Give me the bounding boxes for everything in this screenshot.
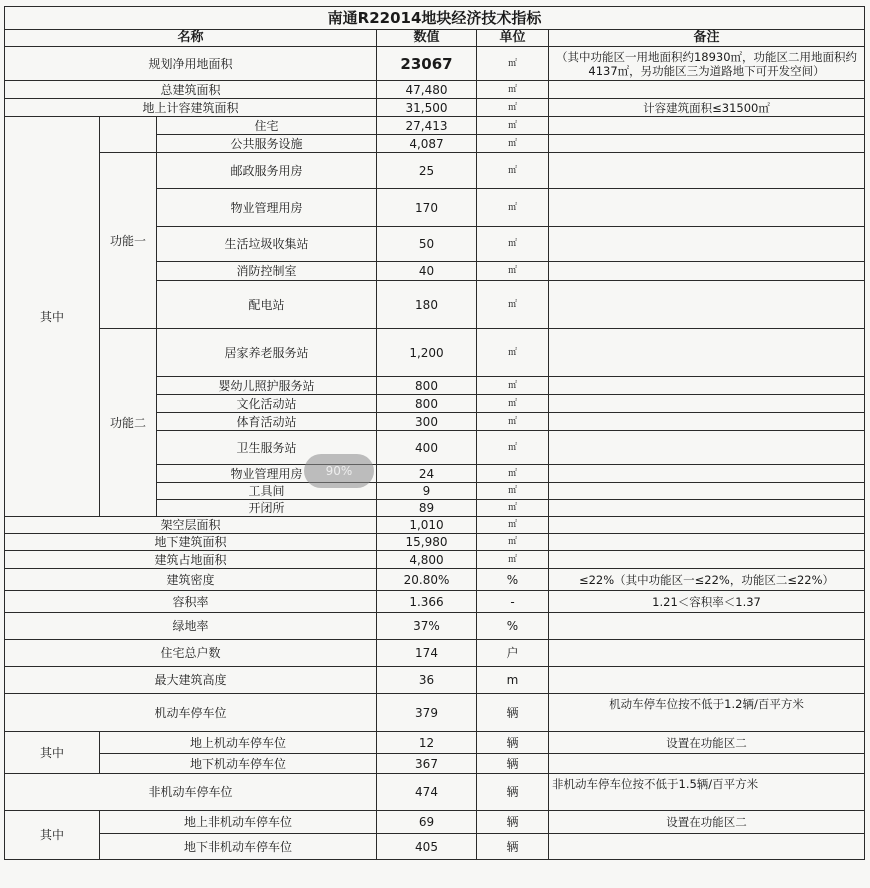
- row-note: [549, 483, 865, 500]
- row-name: 文化活动站: [157, 395, 377, 413]
- row-note: [549, 613, 865, 640]
- row-value: 1,200: [377, 329, 477, 377]
- row-note: [549, 754, 865, 774]
- row-value: 405: [377, 834, 477, 860]
- row-unit: 户: [477, 640, 549, 667]
- row-name: 消防控制室: [157, 262, 377, 281]
- row-unit: ㎡: [477, 377, 549, 395]
- row-name: 总建筑面积: [5, 81, 377, 99]
- row-note: [549, 329, 865, 377]
- row-name: 地上非机动车停车位: [100, 811, 377, 834]
- row-name: 居家养老服务站: [157, 329, 377, 377]
- row-note: [549, 153, 865, 189]
- row-unit: ㎡: [477, 47, 549, 81]
- group-label: 其中: [5, 811, 100, 860]
- row-value: 800: [377, 395, 477, 413]
- blank-cell: [100, 117, 157, 153]
- header-value: 数值: [377, 30, 477, 47]
- table-row: [5, 99, 865, 117]
- row-name: 建筑密度: [5, 569, 377, 591]
- row-note: [549, 534, 865, 551]
- row-note: ≤22%（其中功能区一≤22%，功能区二≤22%）: [549, 569, 865, 591]
- row-unit: m: [477, 667, 549, 694]
- row-note: [549, 395, 865, 413]
- row-unit: ㎡: [477, 500, 549, 517]
- row-note: [549, 117, 865, 135]
- row-value: 174: [377, 640, 477, 667]
- row-unit: 辆: [477, 774, 549, 811]
- row-unit: ㎡: [477, 534, 549, 551]
- row-unit: ㎡: [477, 413, 549, 431]
- row-note: 机动车停车位按不低于1.2辆/百平方米: [549, 694, 865, 732]
- row-value: 25: [377, 153, 477, 189]
- row-name: 容积率: [5, 591, 377, 613]
- row-value: 24: [377, 465, 477, 483]
- row-value: 23067: [377, 47, 477, 81]
- row-note: [549, 262, 865, 281]
- row-value: 37%: [377, 613, 477, 640]
- group-label: 其中: [5, 117, 100, 517]
- row-name: 绿地率: [5, 613, 377, 640]
- row-name: 住宅: [157, 117, 377, 135]
- row-note: （其中功能区一用地面积约18930㎡，功能区二用地面积约4137㎡，另功能区三为道路地下可开发空间）: [549, 47, 865, 81]
- row-note: [549, 640, 865, 667]
- row-name: 卫生服务站: [157, 431, 377, 465]
- row-name: 邮政服务用房: [157, 153, 377, 189]
- row-name: 最大建筑高度: [5, 667, 377, 694]
- row-note: [549, 834, 865, 860]
- row-name: 物业管理用房: [157, 465, 377, 483]
- header-row: [5, 30, 865, 47]
- row-note: [549, 227, 865, 262]
- table-row: [5, 329, 865, 377]
- row-unit: 辆: [477, 754, 549, 774]
- row-name: 住宅总户数: [5, 640, 377, 667]
- row-name: 机动车停车位: [5, 694, 377, 732]
- row-unit: ㎡: [477, 551, 549, 569]
- header-note: 备注: [549, 30, 865, 47]
- table-row: [5, 613, 865, 640]
- row-name: 地下机动车停车位: [100, 754, 377, 774]
- row-note: [549, 135, 865, 153]
- row-note: 非机动车停车位按不低于1.5辆/百平方米: [549, 774, 865, 811]
- row-unit: ㎡: [477, 483, 549, 500]
- header-name: 名称: [5, 30, 377, 47]
- row-value: 1.366: [377, 591, 477, 613]
- row-unit: 辆: [477, 811, 549, 834]
- row-value: 27,413: [377, 117, 477, 135]
- row-unit: ㎡: [477, 281, 549, 329]
- row-value: 474: [377, 774, 477, 811]
- row-unit: ㎡: [477, 135, 549, 153]
- row-note: [549, 413, 865, 431]
- row-unit: ㎡: [477, 227, 549, 262]
- title-row: [5, 7, 865, 30]
- row-name: 生活垃圾收集站: [157, 227, 377, 262]
- row-value: 300: [377, 413, 477, 431]
- row-value: 9: [377, 483, 477, 500]
- row-name: 地下建筑面积: [5, 534, 377, 551]
- row-name: 规划净用地面积: [5, 47, 377, 81]
- table-row: [5, 47, 865, 81]
- table-row: [5, 754, 865, 774]
- row-note: [549, 465, 865, 483]
- row-unit: ㎡: [477, 117, 549, 135]
- row-value: 379: [377, 694, 477, 732]
- row-name: 开闭所: [157, 500, 377, 517]
- row-note: 计容建筑面积≤31500㎡: [549, 99, 865, 117]
- row-name: 建筑占地面积: [5, 551, 377, 569]
- table-row: [5, 774, 865, 811]
- row-value: 180: [377, 281, 477, 329]
- row-value: 40: [377, 262, 477, 281]
- table-row: [5, 834, 865, 860]
- row-note: [549, 377, 865, 395]
- row-value: 800: [377, 377, 477, 395]
- row-name: 架空层面积: [5, 517, 377, 534]
- row-value: 31,500: [377, 99, 477, 117]
- row-unit: ㎡: [477, 262, 549, 281]
- row-note: [549, 551, 865, 569]
- row-note: 设置在功能区二: [549, 732, 865, 754]
- table-row: [5, 517, 865, 534]
- row-unit: ㎡: [477, 99, 549, 117]
- table-row: [5, 640, 865, 667]
- row-unit: %: [477, 613, 549, 640]
- row-unit: ㎡: [477, 81, 549, 99]
- row-value: 367: [377, 754, 477, 774]
- row-unit: -: [477, 591, 549, 613]
- row-note: [549, 667, 865, 694]
- table-row: [5, 117, 865, 135]
- table-row: [5, 551, 865, 569]
- row-note: [549, 517, 865, 534]
- row-name: 非机动车停车位: [5, 774, 377, 811]
- row-name: 婴幼儿照护服务站: [157, 377, 377, 395]
- row-value: 4,087: [377, 135, 477, 153]
- row-unit: ㎡: [477, 153, 549, 189]
- table-row: [5, 811, 865, 834]
- row-unit: 辆: [477, 732, 549, 754]
- row-value: 89: [377, 500, 477, 517]
- row-value: 69: [377, 811, 477, 834]
- row-unit: ㎡: [477, 189, 549, 227]
- indicator-table-sheet: [4, 6, 864, 860]
- table-row: [5, 81, 865, 99]
- row-note: [549, 81, 865, 99]
- group-label: 其中: [5, 732, 100, 774]
- row-value: 1,010: [377, 517, 477, 534]
- table-row: [5, 569, 865, 591]
- table-row: [5, 694, 865, 732]
- row-value: 170: [377, 189, 477, 227]
- header-unit: 单位: [477, 30, 549, 47]
- row-name: 地下非机动车停车位: [100, 834, 377, 860]
- row-value: 400: [377, 431, 477, 465]
- row-unit: %: [477, 569, 549, 591]
- row-value: 36: [377, 667, 477, 694]
- row-name: 配电站: [157, 281, 377, 329]
- row-unit: ㎡: [477, 465, 549, 483]
- table-row: [5, 534, 865, 551]
- table-title: 南通R22014地块经济技术指标: [5, 7, 865, 30]
- row-value: 47,480: [377, 81, 477, 99]
- row-note: [549, 500, 865, 517]
- row-name: 工具间: [157, 483, 377, 500]
- row-note: 1.21＜容积率＜1.37: [549, 591, 865, 613]
- row-note: [549, 281, 865, 329]
- table-row: [5, 153, 865, 189]
- table-row: [5, 732, 865, 754]
- row-value: 20.80%: [377, 569, 477, 591]
- row-note: [549, 431, 865, 465]
- row-unit: 辆: [477, 694, 549, 732]
- row-value: 4,800: [377, 551, 477, 569]
- func2-label: 功能二: [100, 329, 157, 517]
- func1-label: 功能一: [100, 153, 157, 329]
- row-value: 12: [377, 732, 477, 754]
- row-unit: 辆: [477, 834, 549, 860]
- row-unit: ㎡: [477, 431, 549, 465]
- table-row: [5, 591, 865, 613]
- row-name: 公共服务设施: [157, 135, 377, 153]
- zoom-level-badge: 90%: [304, 454, 374, 488]
- row-note: [549, 189, 865, 227]
- row-value: 50: [377, 227, 477, 262]
- row-name: 地上机动车停车位: [100, 732, 377, 754]
- row-note: 设置在功能区二: [549, 811, 865, 834]
- table-row: [5, 667, 865, 694]
- row-name: 地上计容建筑面积: [5, 99, 377, 117]
- row-value: 15,980: [377, 534, 477, 551]
- row-name: 物业管理用房: [157, 189, 377, 227]
- row-name: 体育活动站: [157, 413, 377, 431]
- row-unit: ㎡: [477, 329, 549, 377]
- economic-indicator-table: [4, 6, 865, 860]
- row-unit: ㎡: [477, 517, 549, 534]
- row-unit: ㎡: [477, 395, 549, 413]
